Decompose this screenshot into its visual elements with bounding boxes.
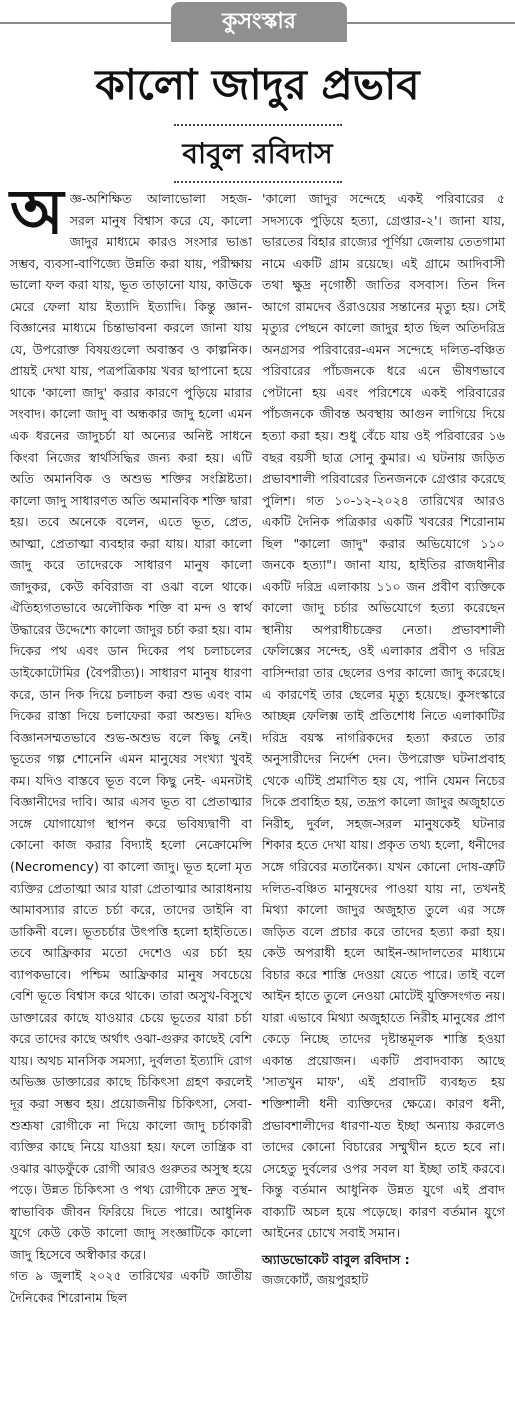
right-column-text: 'কালো জাদুর সন্দেহে একই পরিবারের ৫ সদস্যকে পুড়িয়ে হত্যা, গ্রেপ্তার-২'। জানা যায়, ভারতের বিহার রাজ্যের পূর্ণিয়া জেলায় তেতগামা নামে একটি গ্রাম রয়েছে। এই গ্রামে আদিবাসী তথা ক্ষুদ্র নৃগোষ্ঠী জাতির বসবাস। তিন দিন আগে রামদেব ওঁরাওয়ের সন্তানের মৃত্যু হয়। সেই মৃত্যুর পেছনে কালো জাদুর হাত ছিল অতিদরিদ্র অনগ্রসর পরিবারের-এমন সন্দেহে দলিত-বঞ্চিত পরিবারের পাঁচজনকে ধরে এনে ভীষণভাবে পেটানো হয় এবং পরিশেষে একই পরিবারের পাঁচজনকে জীবন্ত অবস্থায় আগুন লাগিয়ে দিয়ে হত্যা করা হয়। শুধু বেঁচে যায় ওই পরিবারের ১৬ বছর বয়সী ছাত্র সোনু কুমার। এ ঘটনায় জড়িত প্রভাবশালী পরিবারের তিনজনকে গ্রেপ্তার করেছে পুলিশ। গত ১০-১২-২০২৪ তারিখের আরও একটি দৈনিক পত্রিকার একটি খবরের শিরোনাম ছিল "কালো জাদু" করার অভিযোগে ১১০ জনকে হত্যা"। জানা যায়, হাইতির রাজধানীর একটি দরিদ্র এলাকায় ১১০ জন প্রবীণ ব্যক্তিকে কালো জাদু চর্চার অভিযোগে হত্যা করেছেন স্থানীয় অপরাধীচক্রের নেতা। প্রভাবশালী ফেলিক্সের সন্দেহ, ওই এলাকার প্রবীণ ও দরিদ্র বাসিন্দারা তার ছেলের ওপর কালো জাদু করেছে। এ কারণেই তার ছেলের মৃত্যু হয়েছে। কুসংস্কারে আচ্ছন্ন ফেলিক্স তাই প্রতিশোধ নিতে এলাকাটির দরিদ্র বয়স্ক নাগরিকদের হত্যা করতে তার অনুসারীদের নির্দেশ দেন। উপরোক্ত ঘটনাপ্রবাহ থেকে এটিই প্রমাণিত হয় যে, পানি যেমন নিচের দিকে প্রবাহিত হয়, তদ্রূপ কালো জাদুর অজুহাতে নিরীহ, দুর্বল, সহজ-সরল মানুষকেই ঘটনার শিকার হতে দেখা যায়। প্রকৃত তথ্য হলো, ধনীদের সঙ্গে গরিবের মতানৈক্য। যখন কোনো দোষ-ত্রুটি দলিত-বঞ্চিত মানুষদের পাওয়া যায় না, তখনই মিথ্যা কালো জাদুর অজুহাত তুলে এর সঙ্গে জড়িত বলে প্রচার করে তাদের হত্যা করা হয়। কেউ অপরাধী হলে আইন-আদালতের মাধ্যমে বিচার করে শাস্তি দেওয়া যেতে পারে। তাই বলে আইন হাতে তুলে নেওয়া মোটেই যুক্তিসংগত নয়। যারা এভাবে মিথ্যা অজুহাতে নিরীহ মানুষের প্রাণ কেড়ে নিচ্ছে তাদের দৃষ্টান্তমূলক শাস্তি হওয়া একান্ত প্রয়োজন। একটি প্রবাদবাক্য আছে 'সাতখুন মাফ', এই প্রবাদটি ব্যবহৃত হয় শক্তিশালী ধনী ব্যক্তিদের ক্ষেত্রে। কারণ ধনী, প্রভাবশালীদের ধারণা-যত ইচ্ছা অন্যায় করলেও তাদের কোনো বিচারের সম্মুখীন হতে হবে না। সেহেতু দুর্বলের ওপর সবল যা ইচ্ছা তাই করবে। কিন্তু বর্তমান আধুনিক উন্নত যুগে এই প্রবাদ বাক্যটি অচল হয়ে পড়েছে। কারণ বর্তমান যুগে আইনের চোখে সবাই সমান।: [262, 191, 505, 1241]
dotted-divider-top: [174, 124, 342, 126]
first-paragraph-text: জ্ঞ-অশিক্ষিত আলাভোলা সহজ-সরল মানুষ বিশ্বাস করে যে, কালো জাদুর মাধ্যমে কারও সংসার ভাঙা সম্ভব, ব্যবসা-বাণিজ্যে উন্নতি করা যায়, পরীক্ষায় ভালো ফল করা যায়, ভূত তাড়ানো যায়, কাউকে মেরে ফেলা যায় ইত্যাদি ইত্যাদি। কিন্তু জ্ঞান-বিজ্ঞানের মাধ্যমে চিন্তাভাবনা করলে জানা যায় যে, উপরোক্ত বিষয়গুলো অবাস্তব ও কাল্পনিক। প্রায়ই দেখা যায়, পত্রপত্রিকায় খবর ছাপানো হয়ে থাকে 'কালো জাদু' করার কারণে পুড়িয়ে মারার সংবাদ। কালো জাদু বা অন্ধকার জাদু হলো এমন এক ধরনের জাদুচর্চা যা অন্যের অনিষ্ট সাধনে কিংবা নিজের স্বার্থসিদ্ধির জন্য করা হয়। এটি অতি অমানবিক ও অশুভ শক্তির সংশ্লিষ্টতা। কালো জাদু সাধারণত অতি অমানবিক শক্তি দ্বারা হয়। তবে অনেকে বলেন, এতে ভূত, প্রেত, আত্মা, প্রেতাত্মা ব্যবহার করা যায়। যারা কালো জাদু করে তাদেরকে সাধারণ মানুষ কালো জাদুকর, কেউ কবিরাজ বা ওঝা বলে থাকে। ঐতিহ্যগতভাবে অলৌকিক শক্তি বা মন্দ ও স্বার্থ উদ্ধারের উদ্দেশ্যে কালো জাদুর চর্চা করা হয়। বাম দিকের পথ এবং ডান দিকের পথ চলাচলের ডাইকোটোমির (বৈপরীত্য)। সাধারণ মানুষ ধারণা করে, ডান দিক দিয়ে চলাচল করা শুভ এবং বাম দিকের রাস্তা দিয়ে চলাফেরা করা অশুভ। যদিও বিজ্ঞানসম্মতভাবে শুভ-অশুভ বলে কিছু নেই। ভূতের গল্প শোনেনি এমন মানুষের সংখ্যা খুবই কম। যদিও বাস্তবে ভূত বলে কিছু নেই- এমনটাই বিজ্ঞানীদের দাবি। আর এসব ভূত বা প্রেতাত্মার সঙ্গে যোগাযোগ স্থাপন করে ভবিষ্যদ্বাণী বা কোনো কাজ করার বিদ্যাই হলো নেক্রোমেন্সি (Necromency) বা কালো জাদু। ভূত হলো মৃত ব্যক্তির প্রেতাত্মা আর যারা প্রেতাত্মার আরাধনায় আমাবস্যার রাতে চর্চা করে, তাদের ডাইনি বা ডাকিনী বলে। ভূতচর্চার উৎপত্তি হলো হাইতিতে। তবে আফ্রিকার মতো দেশেও এর চর্চা হয় ব্যাপকভাবে। পশ্চিম আফ্রিকার মানুষ সবচেয়ে বেশি ভূতে বিশ্বাস করে থাকে। তারা অসুখ-বিসুখে ডাক্তারের কাছে যাওয়ার চেয়ে ভূতের যারা চর্চা করে তাদের কাছে অর্থাৎ ওঝা-গুরুর কাছেই বেশি যায়। অথচ মানসিক সমস্যা, দুর্বলতা ইত্যাদি রোগ অভিজ্ঞ ডাক্তারের কাছে চিকিৎসা গ্রহণ করলেই দূর করা সম্ভব হয়। প্রয়োজনীয় চিকিৎসা, সেবা-শুশ্রূষা রোগীকে না দিয়ে কালো জাদু চর্চাকারী ব্যক্তির কাছে নিয়ে যাওয়া হয়। ফলে তান্ত্রিক বা ওঝার ঝাড়ফুঁকে রোগী আরও গুরুতর অসুস্থ হয়ে পড়ে। উন্নত চিকিৎসা ও পথ্য রোগীকে দ্রুত সুস্থ-স্বাভাবিক জীবন ফিরিয়ে দিতে পারে। আধুনিক যুগে কেউ কেউ কালো জাদু সংজ্ঞাটিকে কালো জাদু হিসেবে অস্বীকার করে।: [10, 191, 252, 1262]
article-column-left: [10, 175, 252, 1308]
signature: [262, 1250, 505, 1290]
signature-name: অ্যাডভোকেট বাবুল রবিদাস :: [262, 1251, 410, 1267]
drop-cap: অ: [10, 175, 64, 248]
signature-place: জজকোর্ট, জয়পুরহাট: [262, 1271, 369, 1287]
header-rule-right: [347, 22, 515, 24]
article-title: কালো জাদুর প্রভাব: [95, 60, 420, 109]
section-tag: কুসংস্কার: [171, 2, 347, 42]
header-rule-left: [0, 22, 178, 24]
dotted-divider-bottom: [174, 181, 342, 183]
second-paragraph: গত ৯ জুলাই ২০২৫ তারিখের একটি জাতীয় দৈনিকের শিরোনাম ছিল: [10, 1268, 252, 1305]
article-column-right: [262, 188, 505, 1290]
first-paragraph: [10, 175, 252, 1265]
article-author: বাবুল রবিদাস: [182, 137, 333, 170]
